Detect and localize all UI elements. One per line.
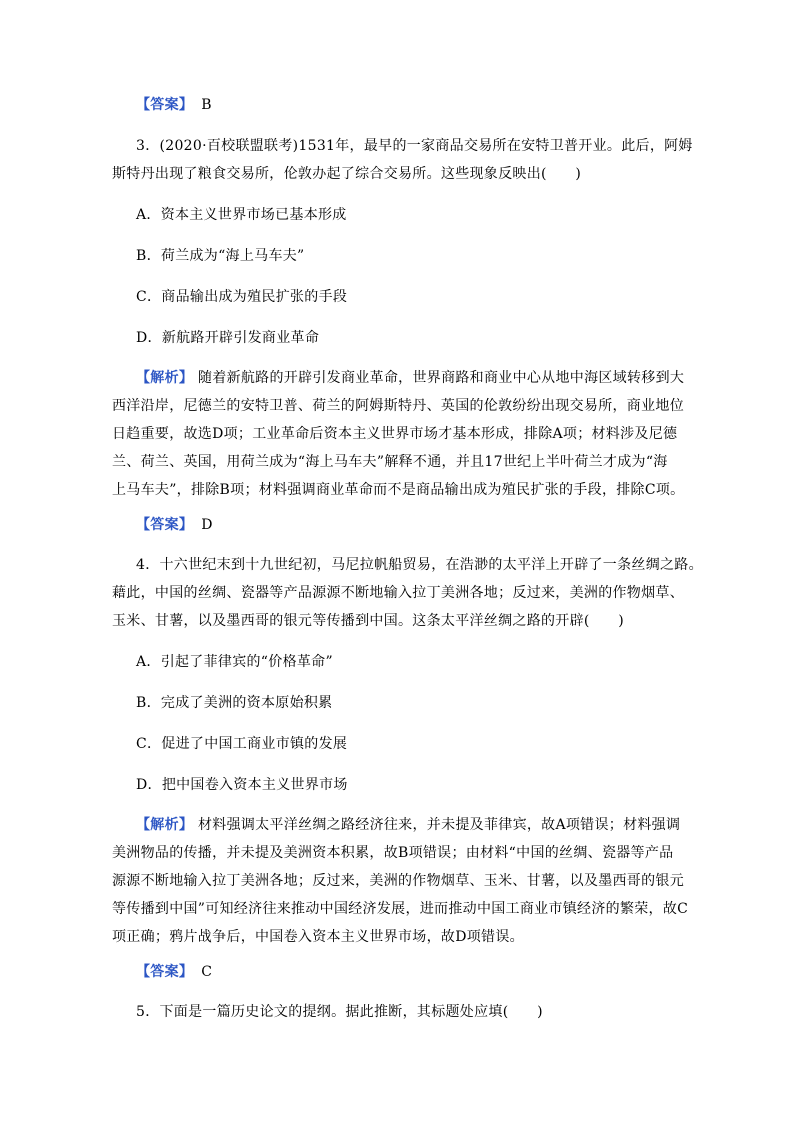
- answer-label: 【答案】: [136, 97, 194, 113]
- q4-answer-line: [136, 962, 736, 982]
- q4-analysis-line-2: 美洲物品的传播，并未提及美洲资本积累，故B项错误；由材料“中国的丝绸、瓷器等产品: [112, 845, 674, 861]
- q4-stem-line-3: 玉米、甘薯，以及墨西哥的银元等传播到中国。这条太平洋丝绸之路的开辟( ): [112, 613, 625, 629]
- answer-value: C: [201, 964, 213, 980]
- analysis-label: 【解析】: [136, 817, 194, 833]
- q3-analysis-line-1: [136, 368, 736, 388]
- q4-option-a: A．引起了菲律宾的“价格革命”: [136, 654, 333, 670]
- q4-stem-line-2: 藉此，中国的丝绸、瓷器等产品源源不断地输入拉丁美洲各地；反过来，美洲的作物烟草、: [112, 585, 684, 601]
- q4-stem-line-1: 4．十六世纪末到十九世纪初，马尼拉帆船贸易，在浩渺的太平洋上开辟了一条丝绸之路。: [136, 557, 703, 573]
- q4-option-b: B．完成了美洲的资本原始积累: [136, 695, 333, 711]
- q3-option-a: A．资本主义世界市场已基本形成: [136, 207, 347, 223]
- q3-answer-line: [136, 515, 736, 535]
- q3-analysis-line-5: 上马车夫”，排除B项；材料强调商业革命而不是商品输出成为殖民扩张的手段，排除C项。: [112, 482, 685, 498]
- answer-value: B: [201, 97, 212, 113]
- q3-option-c: C．商品输出成为殖民扩张的手段: [136, 289, 348, 305]
- q4-option-d: D．把中国卷入资本主义世界市场: [136, 777, 348, 793]
- q4-option-c: C．促进了中国工商业市镇的发展: [136, 736, 348, 752]
- q3-option-b: B．荷兰成为“海上马车夫”: [136, 248, 305, 264]
- q4-analysis-line-5: 项正确；鸦片战争后，中国卷入资本主义世界市场，故D项错误。: [112, 929, 524, 945]
- q4-analysis-text-1: 材料强调太平洋丝绸之路经济往来，并未提及菲律宾，故A项错误；材料强调: [197, 817, 681, 833]
- q4-analysis-line-1: [136, 815, 736, 835]
- answer-line-prev: [136, 95, 736, 115]
- answer-label: 【答案】: [136, 964, 194, 980]
- q3-analysis-line-3: 日趋重要，故选D项；工业革命后资本主义世界市场才基本形成，排除A项；材料涉及尼德: [112, 426, 678, 442]
- answer-label: 【答案】: [136, 517, 194, 533]
- q3-analysis-line-4: 兰、荷兰、英国，用荷兰成为“海上马车夫”解释不通，并且17世纪上半叶荷兰才成为“海: [112, 454, 668, 470]
- q4-analysis-line-4: 等传播到中国”可知经济往来推动中国经济发展，进而推动中国工商业市镇经济的繁荣，故C: [112, 901, 689, 917]
- analysis-label: 【解析】: [136, 370, 194, 386]
- q3-stem-line-1: 3．(2020·百校联盟联考)1531年，最早的一家商品交易所在安特卫普开业。此后，阿姆: [136, 138, 693, 154]
- q3-analysis-text-1: 随着新航路的开辟引发商业革命，世界商路和商业中心从地中海区域转移到大: [197, 370, 685, 386]
- q5-stem-line-1: 5．下面是一篇历史论文的提纲。据此推断，其标题处应填( ): [136, 1004, 543, 1020]
- q4-analysis-line-3: 源源不断地输入拉丁美洲各地；反过来，美洲的作物烟草、玉米、甘薯，以及墨西哥的银元: [112, 873, 684, 889]
- q3-stem-line-2: 斯特丹出现了粮食交易所，伦敦办起了综合交易所。这些现象反映出( ): [112, 166, 582, 182]
- answer-value: D: [201, 517, 213, 533]
- q3-analysis-line-2: 西洋沿岸，尼德兰的安特卫普、荷兰的阿姆斯特丹、英国的伦敦纷纷出现交易所，商业地位: [112, 398, 684, 414]
- q3-option-d: D．新航路开辟引发商业革命: [136, 330, 320, 346]
